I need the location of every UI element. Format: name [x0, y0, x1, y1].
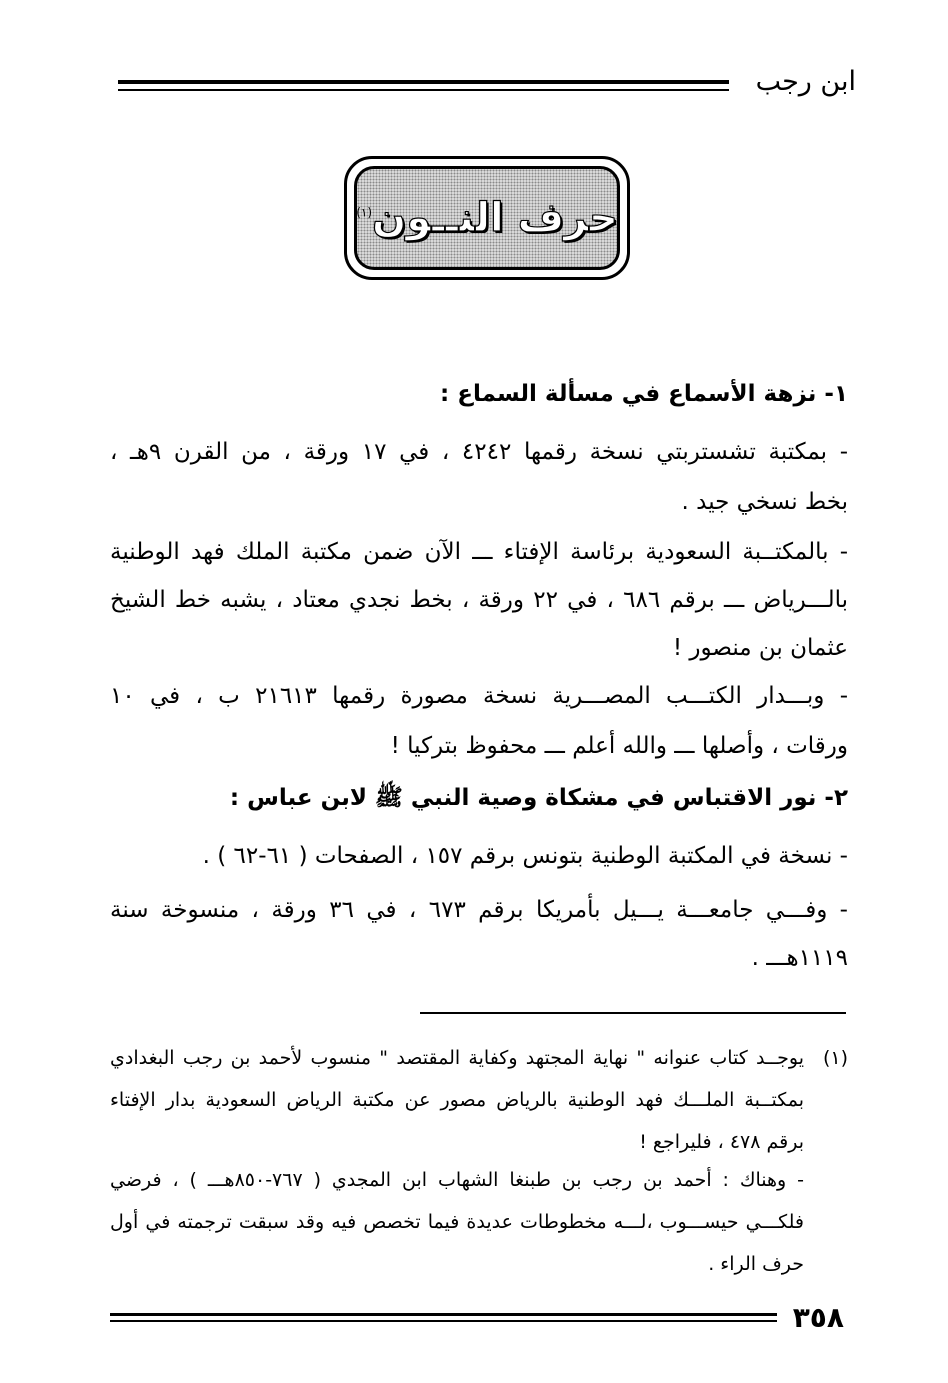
chapter-footnote-ref: (١): [356, 205, 373, 220]
paragraph-line: ورقات ، وأصلها ـــ والله أعلم ـــ محفوظ بتركيا !: [390, 733, 848, 759]
paragraph-line: - بمكتبة تشستربتي نسخة رقمها ٤٢٤٢ ، في ١٧ ورقة ، من القرن ٩هـ ،: [110, 439, 848, 465]
paragraph-line: - بالمكتــبة السعودية برئاسة الإفتاء ـــ الآن ضمن مكتبة الملك فهد الوطنية: [110, 539, 848, 565]
chapter-title-text: حرف النــون: [372, 195, 618, 241]
paragraph-line: - وفـــي جامعـــة يـــيل بأمريكا برقم ٦٧٣ ، في ٣٦ ورقة ، منسوخة سنة: [110, 897, 848, 923]
chapter-title-panel: [354, 166, 620, 270]
footnote-line: بمكتــبة الملـــك فهد الوطنية بالرياض مصور عن مكتبة الرياض السعودية بدار الإفتاء: [110, 1089, 804, 1111]
entry-heading: ١- نزهة الأسماع في مسألة السماع :: [440, 381, 848, 407]
footnote-line: - وهناك : أحمد بن رجب بن طبنغا الشهاب ابن المجدي ( ٧٦٧-٨٥٠هـــ ) ، فرضي: [110, 1169, 804, 1191]
paragraph-line: عثمان بن منصور !: [672, 635, 848, 661]
chapter-title-box: [344, 156, 630, 280]
entry-heading: ٢- نور الاقتباس في مشكاة وصية النبي ﷺ لابن عباس :: [229, 785, 848, 811]
paragraph-line: - نسخة في المكتبة الوطنية بتونس برقم ١٥٧ ، الصفحات ( ٦١-٦٢ ) .: [202, 843, 848, 869]
running-header-title: ابن رجب: [755, 66, 856, 97]
footnote-line: حرف الراء .: [708, 1253, 804, 1275]
paragraph-line: - وبـــدار الكتـــب المصـــرية نسخة مصورة رقمها ٢١٦١٣ ب ، في ١٠: [110, 683, 848, 709]
paragraph-line: ١١١٩هـــ .: [751, 945, 848, 971]
footer-rule: [110, 1313, 777, 1322]
paragraph-line: بالـــرياض ـــ برقم ٦٨٦ ، في ٢٢ ورقة ، بخط نجدي معتاد ، يشبه خط الشيخ: [110, 587, 848, 613]
footnote-line: يوجــد كتاب عنوانه " نهاية المجتهد وكفاية المقتصد " منسوب لأحمد بن رجب البغدادي: [110, 1047, 804, 1069]
page-number: ٣٥٨: [792, 1301, 844, 1334]
footnote-separator: [420, 1012, 846, 1014]
paragraph-line: بخط نسخي جيد .: [681, 489, 848, 515]
footnote-line: برقم ٤٧٨ ، فليراجع !: [639, 1131, 804, 1153]
header-rule: [118, 80, 729, 91]
footnote-line: فلكـــي حيســـوب ،لـــه مخطوطات عديدة فيما تخصص فيه وقد سبقت ترجمته في أول: [110, 1211, 804, 1233]
chapter-title: [356, 195, 618, 241]
footnote-marker: (١): [822, 1047, 848, 1069]
